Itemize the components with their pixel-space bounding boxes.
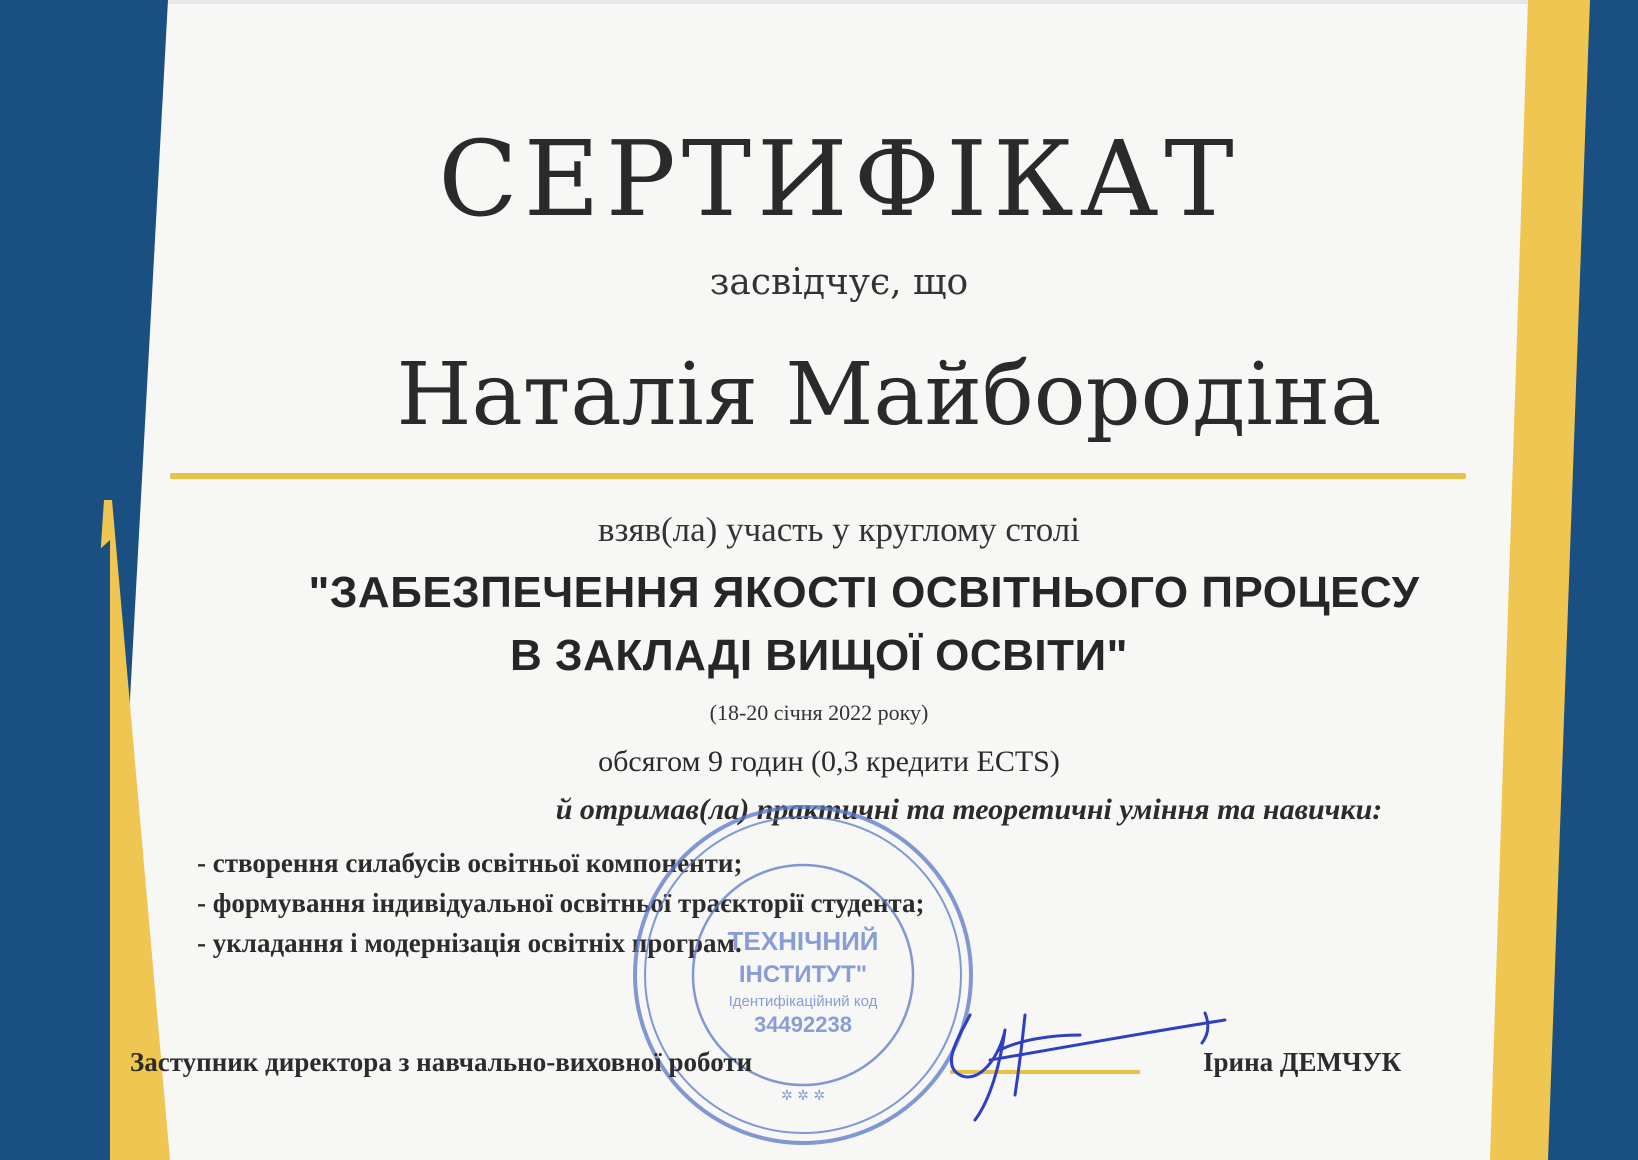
participation-text: взяв(ла) участь у круглому столі xyxy=(598,510,1080,549)
event-volume: обсягом 9 годин (0,3 кредити ECTS) xyxy=(598,745,1060,778)
skill-item: - створення силабусів освітньої компоненти; xyxy=(197,848,743,878)
skill-item: - формування індивідуальної освітньої траєкторії студента; xyxy=(197,888,925,918)
stamp-line3: Ідентифікаційний код xyxy=(728,993,878,1010)
stamp-line1: ТЕХНІЧНИЙ xyxy=(727,926,879,956)
event-dates: (18-20 січня 2022 року) xyxy=(709,700,929,725)
skill-item: - укладання і модернізація освітніх програм. xyxy=(197,928,742,958)
signature xyxy=(930,995,1230,1135)
event-title-line2: В ЗАКЛАДІ ВИЩОЇ ОСВІТИ" xyxy=(510,631,1128,680)
signer-name: Ірина ДЕМЧУК xyxy=(1203,1047,1402,1077)
recipient-name: Наталія Майбородіна xyxy=(396,345,1382,445)
svg-text:✲ ✲ ✲: ✲ ✲ ✲ xyxy=(780,1088,826,1104)
institution-stamp xyxy=(628,800,978,1150)
signer-role: Заступник директора з навчально-виховної роботи xyxy=(130,1047,753,1077)
stamp-line2: ІНСТИТУТ" xyxy=(738,961,868,988)
skills-intro: й отримав(ла) практичні та теоретичні уміння та навички: xyxy=(555,793,1383,826)
stamp-line4: 34492238 xyxy=(754,1012,852,1037)
certifies-text: засвідчує, що xyxy=(709,262,969,303)
event-title-line1: "ЗАБЕЗПЕЧЕННЯ ЯКОСТІ ОСВІТНЬОГО ПРОЦЕСУ xyxy=(308,568,1420,617)
certificate-title: СЕРТИФІКАТ xyxy=(438,118,1240,240)
name-underline xyxy=(170,473,1466,479)
